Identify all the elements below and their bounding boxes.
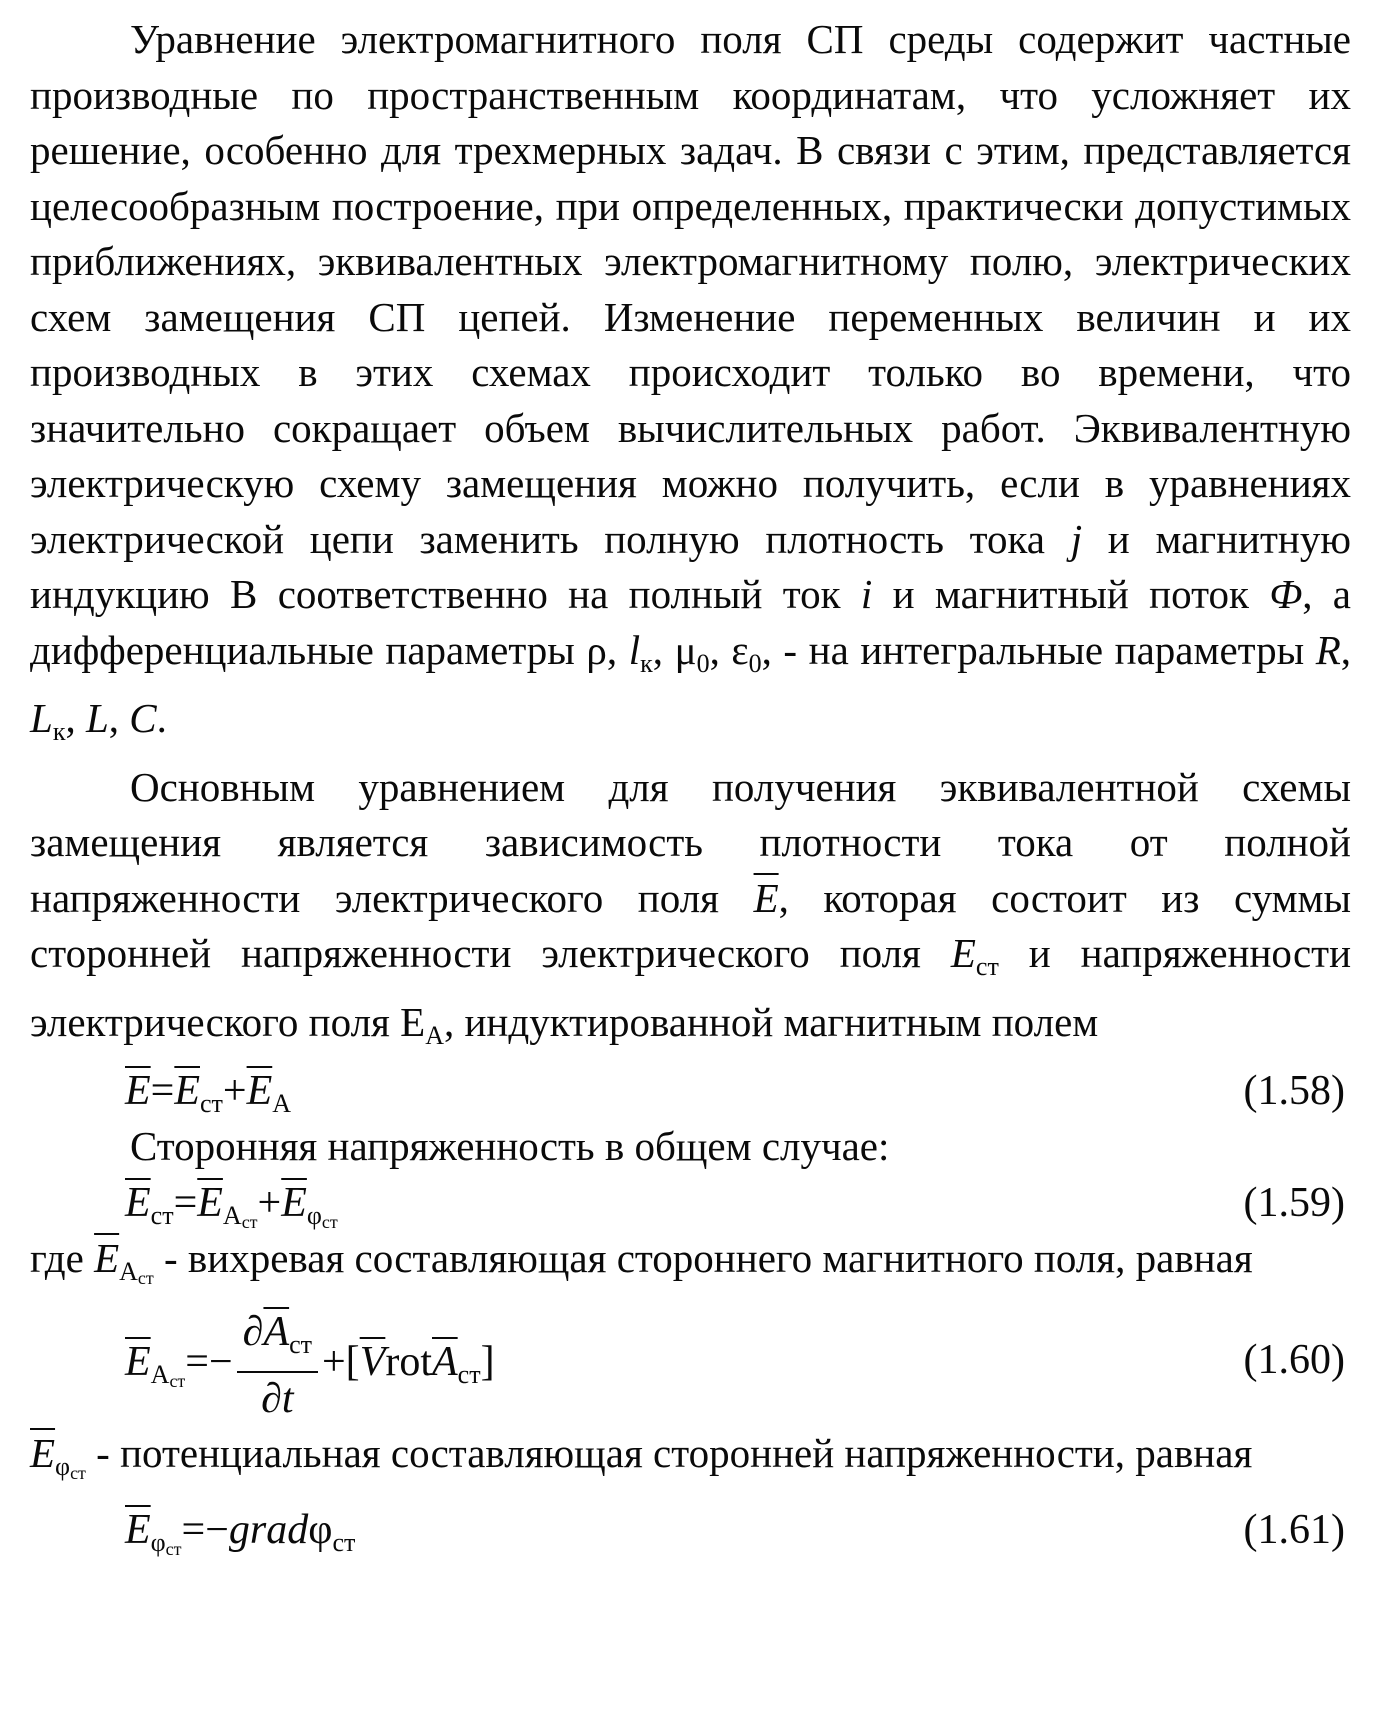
symbol-eps-sub: 0 <box>748 648 762 678</box>
symbol-phi: Ф <box>1269 571 1303 617</box>
symbol-EA-st-sub: А <box>119 1256 138 1286</box>
eq-operator: ] <box>480 1339 495 1386</box>
equation-number: (1.60) <box>1243 1337 1345 1383</box>
eq-term: $\overline{E}$ <box>174 1068 200 1114</box>
line-phi-text: - потенциальная составляющая сторонней напряженности, равная <box>96 1430 1253 1476</box>
eq-subsubscript: ст <box>321 1211 338 1232</box>
eq-subscript: А <box>222 1200 242 1230</box>
paragraph-2 <box>30 760 1351 1064</box>
eq-term: $\overline{E}$ <box>125 1068 151 1114</box>
paragraph-1-text-4: , а дифференциальные параметры ρ, <box>30 571 1352 673</box>
symbol-Ephi-st-sub: φ <box>55 1452 71 1481</box>
eq-subscript: φ <box>150 1527 166 1557</box>
equation-1-61-formula <box>125 1502 355 1577</box>
paragraph-2-text-4: , индуктированной магнитным полем <box>443 998 1099 1045</box>
equation-number: (1.58) <box>1243 1068 1345 1114</box>
eq-term: $\overline{V}$ <box>359 1339 386 1386</box>
paragraph-1-text-7: , - на интегральные параметры <box>761 626 1305 673</box>
eq-subscript: А <box>272 1089 292 1118</box>
symbol-R: R <box>1315 626 1341 673</box>
equation-number: (1.59) <box>1243 1179 1345 1226</box>
symbol-lk: l <box>628 626 641 673</box>
line-gde-prefix: где <box>30 1234 84 1281</box>
eq-subscript: ст <box>289 1330 312 1359</box>
eq-rot: rot <box>385 1339 432 1386</box>
equation-1-58-formula <box>125 1063 291 1132</box>
paragraph-2-text-3: и напряженности электрического поля Е <box>30 930 1352 1045</box>
paragraph-1-text-6: , ε <box>709 626 749 673</box>
symbol-i: i <box>860 571 873 617</box>
eq-subscript: ст <box>332 1527 356 1557</box>
eq-subscript: φ <box>306 1200 322 1230</box>
paragraph-1-text-2: и магнитную индукцию В соответственно на полный ток <box>30 515 1351 617</box>
eq-subscript: ст <box>150 1200 174 1230</box>
equation-1-59 <box>30 1175 1351 1231</box>
fraction-numerator <box>237 1306 318 1373</box>
equation-1-60-formula <box>125 1306 495 1437</box>
eq-subsubscript: ст <box>169 1371 186 1392</box>
eq-operator: = <box>173 1179 198 1226</box>
symbol-Est-sub: ст <box>975 952 999 981</box>
eq-subscript: А <box>150 1360 170 1390</box>
eq-term: $\overline{A}$ <box>432 1339 458 1386</box>
paragraph-1-text-3: и магнитный поток <box>892 571 1249 617</box>
eq-term: $\overline{E}$ <box>125 1339 151 1386</box>
eq-term: $\overline{E}$ <box>125 1179 151 1226</box>
symbol-j: j <box>1070 515 1083 562</box>
symbol-Est: E <box>950 930 976 976</box>
equation-1-61 <box>30 1502 1351 1558</box>
line-gde-text: - вихревая составляющая стороннего магнитного поля, равная <box>164 1234 1253 1281</box>
eq-partial: ∂ <box>242 1309 264 1355</box>
eq-term: φ <box>308 1506 333 1553</box>
symbol-Ephi-st-subsub: ст <box>70 1463 86 1483</box>
symbol-Lk: L <box>30 695 53 741</box>
eq-subsubscript: ст <box>165 1538 182 1559</box>
eq-term: $\overline{E}$ <box>125 1506 151 1553</box>
symbol-EA-sub: А <box>425 1020 444 1050</box>
equation-1-60 <box>30 1306 1351 1422</box>
paragraph-2-text: Основным уравнением для получения эквивалентной схемы замещения является зависимость плотности тока от полной напряженности электрического поля <box>30 763 1351 921</box>
symbol-L: L <box>85 695 109 741</box>
equation-number: (1.61) <box>1243 1506 1345 1553</box>
symbol-lk-sub: к <box>640 648 653 678</box>
eq-term: $\overline{E}$ <box>197 1179 223 1226</box>
equation-1-59-formula <box>125 1175 338 1250</box>
eq-term: $\overline{A}$ <box>263 1309 290 1355</box>
eq-operator: = <box>150 1068 175 1114</box>
fraction-denominator: ∂t <box>261 1376 294 1422</box>
eq-operator: + <box>257 1179 282 1226</box>
eq-grad: grad <box>228 1506 309 1553</box>
eq-operator: =− <box>181 1506 229 1553</box>
paragraph-1: Уравнение электромагнитного поля СП среды содержит частные производные по пространственным координатам, что усложняет их решение, особенно для трехмерных задач. В связи с этим, представляется целесообразным построение, при определенных, практически допустимых приближениях, эквивалентных электромагнитному полю, электрических схем замещения СП цепей. Изменение переменных величин и их производных в этих схемах происходит только во времени, что значительно сокращает объем вычислительных работ. Эквивалентную электрическую схему замещения можно получить, если в уравнениях электрической цепи заменить полную плотность тока j и магнитную индукцию В соответственно на полный ток i и магнитный поток Ф, а дифференциальные параметры ρ, $l_к$, $\mu_0$, $\varepsilon_0$, - на интегральные параметры R, $L_к$, L, C. <box>30 16 1352 746</box>
eq-operator: + <box>222 1068 247 1114</box>
eq-subscript: ст <box>200 1089 223 1118</box>
eq-subscript: ст <box>457 1360 481 1390</box>
symbol-Ephi-st: $\overline{E}$ <box>30 1430 56 1476</box>
eq-operator: +[ <box>322 1339 360 1386</box>
paragraph-1-text-5: , μ <box>652 626 697 673</box>
equation-1-58 <box>30 1063 1351 1119</box>
symbol-Lk-sub: к <box>52 717 66 746</box>
line-phi <box>30 1426 1351 1502</box>
symbol-EA-st: $\overline{E}$ <box>94 1234 120 1281</box>
symbol-E-vector: $\overline{E}$ <box>753 874 779 921</box>
symbol-C: C <box>129 695 157 741</box>
eq-term: $\overline{E}$ <box>281 1179 307 1226</box>
paragraph-1-text: Уравнение электромагнитного поля СП среды содержит частные производные по пространственным координатам, что усложняет их решение, особенно для трехмерных задач. В связи с этим, представляется целесообразным построение, при определенных, практически допустимых приближениях, эквивалентных электромагнитному полю, электрических схем замещения СП цепей. Изменение переменных величин и их производных в этих схемах происходит только во времени, что значительно сокращает объем вычислительных работ. Эквивалентную электрическую схему замещения можно получить, если в уравнениях электрической цепи заменить полную плотность тока <box>30 16 1351 562</box>
paragraph-2-text-2: , которая состоит из суммы сторонней напряженности электрического поля <box>30 874 1352 976</box>
symbol-mu-sub: 0 <box>696 648 710 678</box>
eq-subsubscript: ст <box>241 1211 258 1232</box>
symbol-EA-st-subsub: ст <box>137 1267 154 1288</box>
line-storonnyaya: Сторонняя напряженность в общем случае: <box>130 1123 890 1169</box>
eq-fraction <box>237 1306 318 1425</box>
eq-operator: =− <box>185 1339 233 1386</box>
eq-term: $\overline{E}$ <box>246 1068 273 1114</box>
